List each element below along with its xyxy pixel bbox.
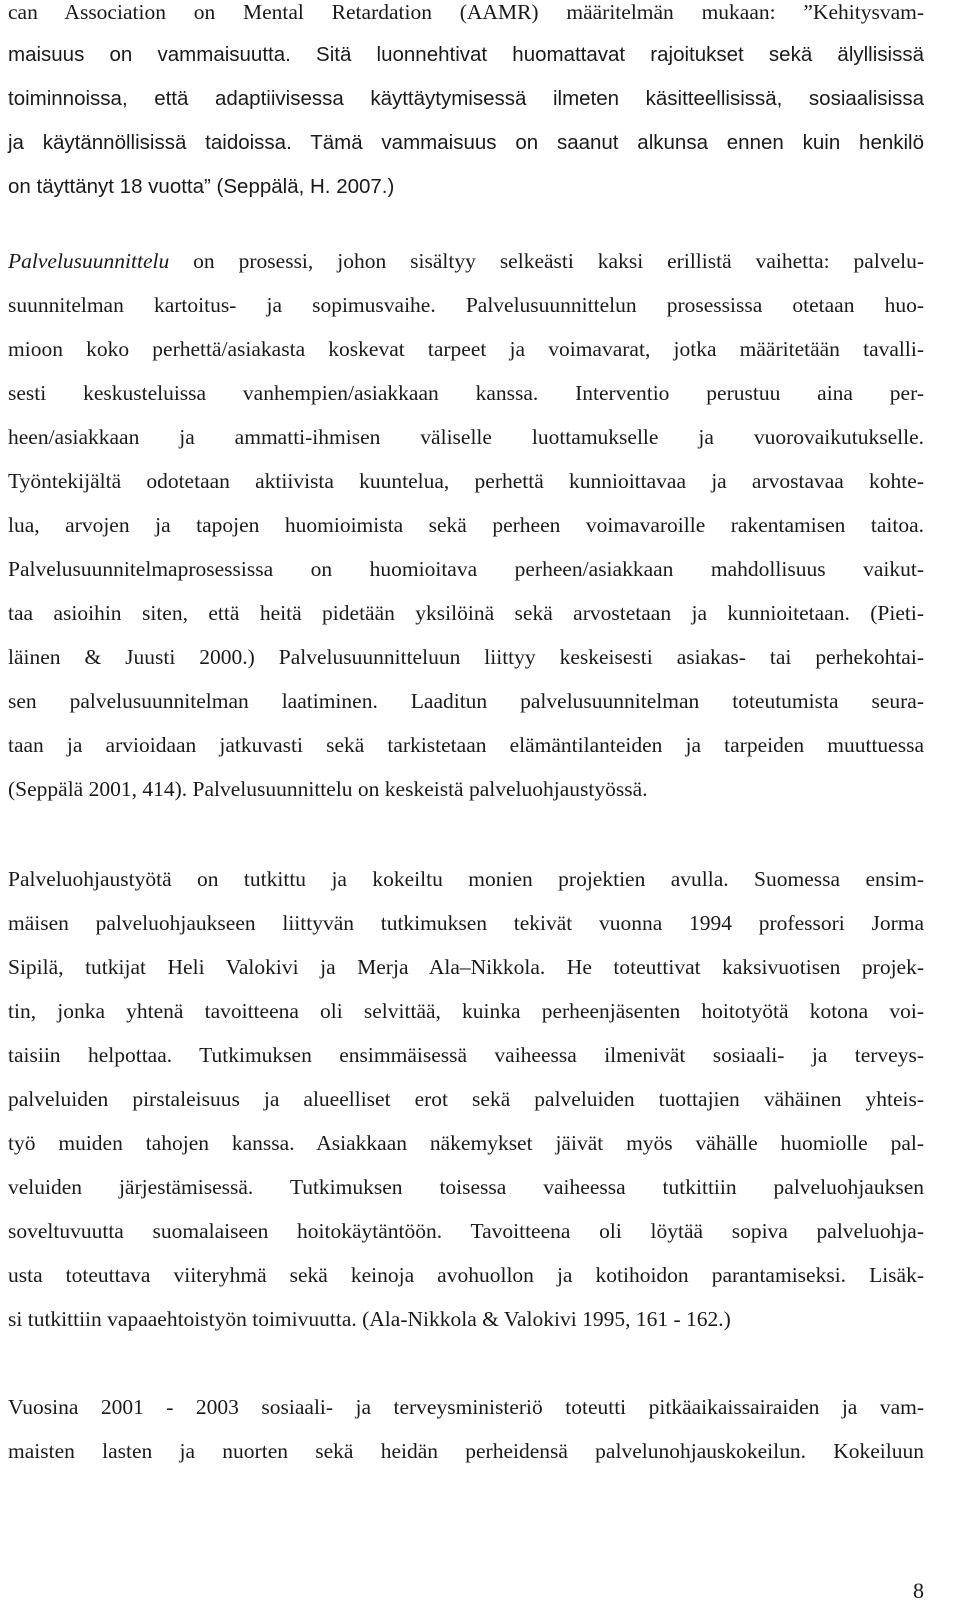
text-line: Työntekijältä odotetaan aktiivista kuuntelua, perhettä kunnioittavaa ja arvostavaa kohte- xyxy=(8,469,924,493)
text-line xyxy=(8,239,924,283)
text-line: heen/asiakkaan ja ammatti-ihmisen väliselle luottamukselle ja vuorovaikutukselle. xyxy=(8,425,924,449)
defined-term: Palvelusuunnittelu xyxy=(8,249,170,273)
text-line: taa asioihin siten, että heitä pidetään yksilöinä sekä arvostetaan ja kunnioitetaan. (Pieti- xyxy=(8,601,924,625)
text-line: sen palvelusuunnitelman laatiminen. Laaditun palvelusuunnitelman toteutumista seura- xyxy=(8,689,924,713)
text-line: taan ja arvioidaan jatkuvasti sekä tarkistetaan elämäntilanteiden ja tarpeiden muuttuessa xyxy=(8,733,924,757)
text-line: taisiin helpottaa. Tutkimuksen ensimmäisessä vaiheessa ilmenivät sosiaali- ja terveys- xyxy=(8,1043,924,1067)
text-line: tin, jonka yhtenä tavoitteena oli selvittää, kuinka perheenjäsenten hoitotyötä kotona voi- xyxy=(8,999,924,1023)
text-line: työ muiden tahojen kanssa. Asiakkaan näkemykset jäivät myös vähälle huomiolle pal- xyxy=(8,1131,924,1155)
text-line: suunnitelman kartoitus- ja sopimusvaihe. Palvelusuunnittelun prosessissa otetaan huo- xyxy=(8,293,924,317)
text-line: Palveluohjaustyötä on tutkittu ja kokeiltu monien projektien avulla. Suomessa ensim- xyxy=(8,867,924,891)
text-line: lua, arvojen ja tapojen huomioimista sekä perheen voimavaroille rakentamisen taitoa. xyxy=(8,513,924,537)
text-line: Vuosina 2001 - 2003 sosiaali- ja terveysministeriö toteutti pitkäaikaissairaiden ja vam- xyxy=(8,1395,924,1419)
text-line: veluiden järjestämisessä. Tutkimuksen toisessa vaiheessa tutkittiin palveluohjauksen xyxy=(8,1175,924,1199)
text-line: soveltuvuutta suomalaiseen hoitokäytäntöön. Tavoitteena oli löytää sopiva palveluohja- xyxy=(8,1219,924,1243)
text-line: palveluiden pirstaleisuus ja alueelliset erot sekä palveluiden tuottajien vähäinen yhteis- xyxy=(8,1087,924,1111)
text-line: Palvelusuunnitelmaprosessissa on huomioitava perheen/asiakkaan mahdollisuus vaikut- xyxy=(8,557,924,581)
text-line: läinen & Juusti 2000.) Palvelusuunnitteluun liittyy keskeisesti asiakas- tai perhekohtai- xyxy=(8,645,924,669)
text-line: can Association on Mental Retardation (AAMR) määritelmän mukaan: ”Kehitysvam- xyxy=(8,0,924,24)
text-line: sesti keskusteluissa vanhempien/asiakkaan kanssa. Interventio perustuu aina per- xyxy=(8,381,924,405)
text-line: si tutkittiin vapaaehtoistyön toimivuutta. (Ala-Nikkola & Valokivi 1995, 161 - 162.) xyxy=(8,1307,731,1331)
text-line: ja käytännöllisissä taidoissa. Tämä vammaisuus on saanut alkunsa ennen kuin henkilö xyxy=(8,131,924,154)
text-line: usta toteuttava viiteryhmä sekä keinoja avohuollon ja kotihoidon parantamiseksi. Lisäk- xyxy=(8,1263,924,1287)
text-line: Sipilä, tutkijat Heli Valokivi ja Merja Ala–Nikkola. He toteuttivat kaksivuotisen projek- xyxy=(8,955,924,979)
text-line: toiminnoissa, että adaptiivisessa käyttäytymisessä ilmeten käsitteellisissä, sosiaalisissa xyxy=(8,87,924,110)
text-line: mäisen palveluohjaukseen liittyvän tutkimuksen tekivät vuonna 1994 professori Jorma xyxy=(8,911,924,935)
page-number: 8 xyxy=(913,1578,924,1603)
text-line: maisten lasten ja nuorten sekä heidän perheidensä palvelunohjauskokeilun. Kokeiluun xyxy=(8,1439,924,1463)
text-line: maisuus on vammaisuutta. Sitä luonnehtivat huomattavat rajoitukset sekä älyllisissä xyxy=(8,43,924,66)
text-line: on täyttänyt 18 vuotta” (Seppälä, H. 2007.) xyxy=(8,175,395,198)
text-span: on prosessi, johon sisältyy selkeästi kaksi erillistä vaihetta: palvelu- xyxy=(169,249,924,273)
text-line: (Seppälä 2001, 414). Palvelusuunnittelu on keskeistä palveluohjaustyössä. xyxy=(8,777,648,801)
text-line: mioon koko perhettä/asiakasta koskevat tarpeet ja voimavarat, jotka määritetään tavalli- xyxy=(8,337,924,361)
